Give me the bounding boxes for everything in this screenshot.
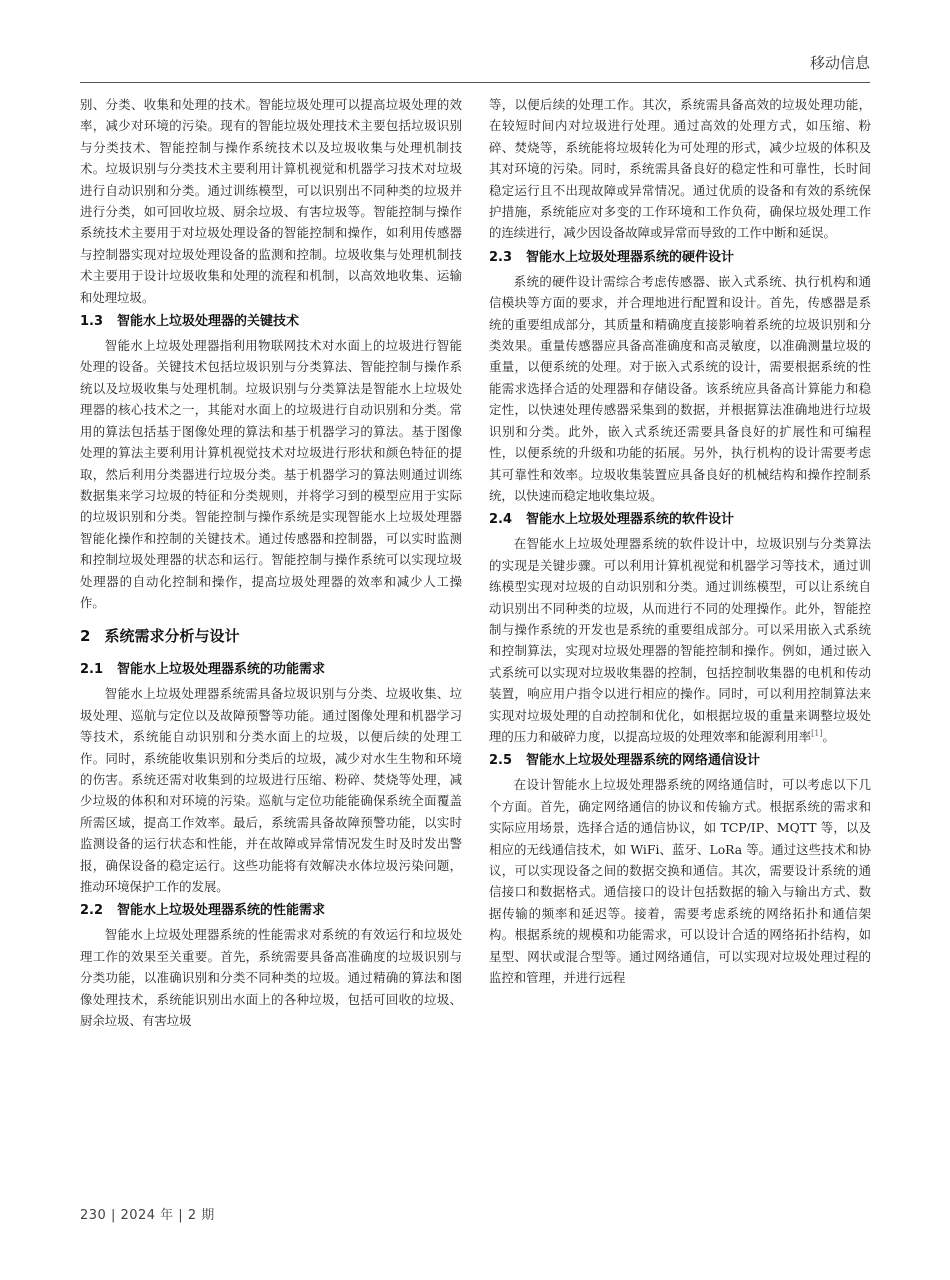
paragraph: 智能水上垃圾处理器系统需具备垃圾识别与分类、垃圾收集、垃圾处理、巡航与定位以及故障预警等功能。通过图像处理和机器学习等技术，系统能自动识别和分类水面上的垃圾，以便后续的处理工作。同时，系统能收集识别和分类后的垃圾，减少对水生生物和环境的伤害。系统还需对收集到的垃圾进行压缩、粉碎、焚烧等处理，减少垃圾的体积和对环境的污染。巡航与定位功能能确保系统全面覆盖所需区域，提高工作效率。最后，系统需具备故障预警功能，以实时监测设备的运行状态和性能，并在故障或异常情况发生时及时发出警报，确保设备的稳定运行。这些功能将有效解决水体垃圾污染问题，推动环境保护工作的发展。 [80,686,462,894]
section-title: 智能水上垃圾处理器系统的网络通信设计 [526,753,761,769]
section-number: 2.5 [489,753,513,769]
paragraph-continued: 等，以便后续的处理工作。其次，系统需具备高效的垃圾处理功能，在较短时间内对垃圾进行处理。通过高效的处理方式，如压缩、粉碎、焚烧等，系统能将垃圾转化为可处理的形式，减少垃圾的体积及其对环境的污染。同时，系统需具备良好的稳定性和可靠性，长时间稳定运行且不出现故障或异常情况。通过优质的设备和有效的系统保护措施，系统能应对多变的工作环境和工作负荷，确保垃圾处理工作的连续进行，减少因设备故障或异常而导致的工作中断和延误。 [489,97,871,241]
section-title: 智能水上垃圾处理器系统的性能需求 [117,903,326,919]
section-title: 智能水上垃圾处理器系统的功能需求 [117,662,326,678]
paragraph [489,533,871,747]
paragraph-end: 。 [822,728,835,744]
section-number: 2.1 [80,662,104,678]
section-number: 2.4 [489,512,513,528]
section-heading-2-1 [80,659,462,680]
paragraph: 系统的硬件设计需综合考虑传感器、嵌入式系统、执行机构和通信模块等方面的要求，并合理地进行配置和设计。首先，传感器是系统的重要组成部分，其质量和精确度直接影响着系统的垃圾识别和分类效果。重量传感器应具备高准确度和高灵敏度，以准确测量垃圾的重量，以便系统的处理。对于嵌入式系统的设计，需要根据系统的性能需求选择合适的处理器和存储设备。该系统应具备高计算能力和稳定性，以快速处理传感器采集到的数据，并根据算法准确地进行垃圾识别和分类。此外，嵌入式系统还需要具备良好的扩展性和可编程性，以便系统的升级和功能的拓展。另外，执行机构的设计需要考虑其可靠性和效率。垃圾收集装置应具备良好的机械结构和操作控制系统，以快速而稳定地收集垃圾。 [489,273,871,503]
paragraph: 智能水上垃圾处理器系统的性能需求对系统的有效运行和垃圾处理工作的效果至关重要。首先，系统需要具备高准确度的垃圾识别与分类功能，以准确识别和分类不同种类的垃圾。通过精确的算法和图像处理技术，系统能识别出水面上的各种垃圾，包括可回收的垃圾、厨余垃圾、有害垃圾 [80,927,462,1029]
journal-name: 移动信息 [809,54,870,72]
paragraph-text: 在智能水上垃圾处理器系统的软件设计中，垃圾识别与分类算法的实现是关键步骤。可以利用计算机视觉和机器学习等技术，通过训练模型实现对垃圾的自动识别和分类。通过训练模型，可以让系统自动识别出不同种类的垃圾，从而进行不同的处理操作。此外，智能控制与操作系统的开发也是系统的重要组成部分。可以采用嵌入式系统和控制算法，实现对垃圾处理器的智能控制和操作。例如，通过嵌入式系统可以实现对垃圾收集器的控制，包括控制收集器的电机和传动装置，响应用户指令以进行相应的操作。同时，可以利用控制算法来实现对垃圾处理的自动控制和优化，如根据垃圾的重量来调整垃圾处理的压力和破碎力度，以提高垃圾的处理效率和能源利用率 [489,536,871,744]
chapter-heading-2 [80,623,462,649]
header-divider [80,82,870,83]
section-number: 1.3 [80,314,104,330]
paragraph-continued: 别、分类、收集和处理的技术。智能垃圾处理可以提高垃圾处理的效率，减少对环境的污染。现有的智能垃圾处理技术主要包括垃圾识别与分类技术、智能控制与操作系统技术以及垃圾收集与处理机制技术。垃圾识别与分类技术主要利用计算机视觉和机器学习技术对垃圾进行自动识别和分类。通过训练模型，可以识别出不同种类的垃圾并进行分类，如可回收垃圾、厨余垃圾、有害垃圾等。智能控制与操作系统技术主要用于对垃圾处理设备的智能控制和操作，如利用传感器与控制器实现对垃圾处理设备的监测和控制。垃圾收集与处理机制技术主要用于设计垃圾收集和处理的流程和机制，以高效地收集、运输和处理垃圾。 [80,97,462,305]
right-column [489,94,871,988]
section-heading-2-5 [489,750,871,771]
page-footer: 230 | 2024 年 | 2 期 [80,1208,215,1223]
section-title: 智能水上垃圾处理器系统的软件设计 [526,512,735,528]
section-number: 2.3 [489,249,513,265]
paragraph: 智能水上垃圾处理器指利用物联网技术对水面上的垃圾进行智能处理的设备。关键技术包括垃圾识别与分类算法、智能控制与操作系统以及垃圾收集与处理机制。垃圾识别与分类算法是智能水上垃圾处理器的核心技术之一，其能对水面上的垃圾进行自动识别和分类。常用的算法包括基于图像处理的算法和基于机器学习的算法。基于图像处理的算法主要利用计算机视觉技术对垃圾进行形状和颜色特征的提取，然后利用分类器进行垃圾分类。基于机器学习的算法则通过训练数据集来学习垃圾的特征和分类规则，并将学习到的模型应用于实际的垃圾识别和分类。智能控制与操作系统是实现智能水上垃圾处理器智能化操作和控制的关键技术。通过传感器和控制器，可以实时监测和控制垃圾处理器的状态和运行。智能控制与操作系统可以实现垃圾处理器的自动化控制和操作，提高垃圾处理器的效率和减少人工操作。 [80,338,462,610]
section-number: 2.2 [80,903,104,919]
chapter-title: 系统需求分析与设计 [104,627,240,646]
paragraph: 在设计智能水上垃圾处理器系统的网络通信时，可以考虑以下几个方面。首先，确定网络通信的协议和传输方式。根据系统的需求和实际应用场景，选择合适的通信协议，如 TCP/IP、MQTT 等，以及相应的无线通信技术，如 WiFi、蓝牙、LoRa 等。通过这些技术和协议，可以实现设备之间的数据交换和通信。其次，需要设计系统的通信接口和数据格式。通信接口的设计包括数据的输入与输出方式、数据传输的频率和延迟等。接着，需要考虑系统的网络拓扑和通信架构。根据系统的规模和功能需求，可以设计合适的网络拓扑结构，如星型、网状或混合型等。通过网络通信，可以实现对垃圾处理过程的监控和管理，并进行远程 [489,777,871,986]
section-heading-1-3 [80,311,462,332]
section-title: 智能水上垃圾处理器系统的硬件设计 [526,249,735,265]
chapter-number: 2 [80,627,91,646]
section-heading-2-4 [489,509,871,530]
section-heading-2-3 [489,247,871,268]
section-heading-2-2 [80,900,462,921]
left-column [80,94,462,1031]
citation-reference[interactable]: [1] [811,728,823,738]
section-title: 智能水上垃圾处理器的关键技术 [117,314,300,330]
